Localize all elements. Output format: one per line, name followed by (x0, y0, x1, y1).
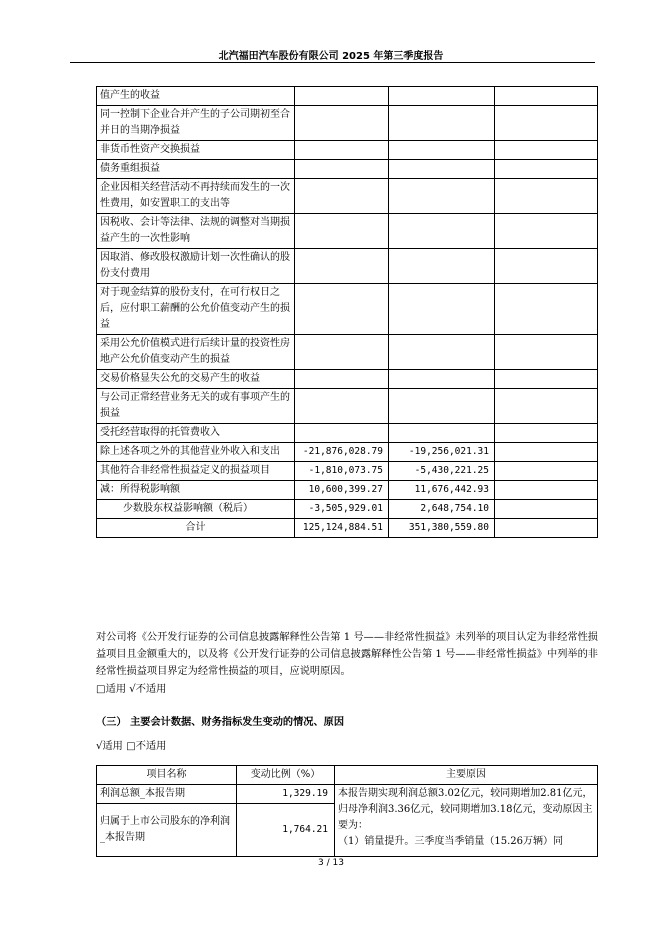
amount-cell (495, 370, 598, 389)
header-change-ratio: 变动比例（%） (237, 766, 335, 785)
amount-cell (295, 141, 389, 160)
table-row (97, 141, 598, 160)
amount-cell (495, 424, 598, 443)
table-row (97, 214, 598, 249)
row-label-cell: 对于现金结算的股份支付，在可行权日之后，应付职工薪酬的公允价值变动产生的损益 (97, 284, 295, 335)
amount-cell: 2,648,754.10 (389, 500, 495, 519)
row-label-cell: 合计 (97, 519, 295, 538)
reason-text-line: 本报告期实现利润总额3.02亿元，较同期增加2.81亿元，归母净利润3.36亿元，较同期增加3.18亿元，变动原因主要为： (338, 788, 593, 831)
table-row (97, 370, 598, 389)
row-label-cell: 除上述各项之外的其他营业外收入和支出 (97, 443, 295, 462)
amount-cell (295, 284, 389, 335)
table-row (97, 500, 598, 519)
amount-cell (495, 335, 598, 370)
table-row (97, 179, 598, 214)
amount-cell (389, 284, 495, 335)
item-name-cell: 归属于上市公司股东的净利润_本报告期 (97, 804, 237, 857)
amount-cell (389, 424, 495, 443)
change-ratio-cell: 1,329.19 (237, 785, 335, 804)
amount-cell (495, 179, 598, 214)
item-name-cell: 利润总额_本报告期 (97, 785, 237, 804)
main-reason-cell (335, 785, 598, 857)
section-heading: （三） 主要会计数据、财务指标发生变动的情况、原因 (96, 716, 345, 728)
row-label-cell: 交易价格显失公允的交易产生的收益 (97, 370, 295, 389)
amount-cell: 10,600,399.27 (295, 481, 389, 500)
amount-cell: -21,876,028.79 (295, 443, 389, 462)
amount-cell: -19,256,021.31 (389, 443, 495, 462)
amount-cell: -5,430,221.25 (389, 462, 495, 481)
table-row (97, 106, 598, 141)
disclosure-note-paragraph: 对公司将《公开发行证券的公司信息披露解释性公告第 1 号——非经常性损益》未列举的项目认定为非经常性损益项目且金额重大的，以及将《公开发行证券的公司信息披露解释性公告第 1 号——非经常性损益》中列举的非经常性损益项目界定为经常性损益的项目，应说明原因。 (96, 632, 598, 677)
amount-cell (495, 519, 598, 538)
amount-cell (389, 389, 495, 424)
amount-cell (495, 249, 598, 284)
row-label-cell: 采用公允价值模式进行后续计量的投资性房地产公允价值变动产生的损益 (97, 335, 295, 370)
table-row (97, 481, 598, 500)
amount-cell (495, 141, 598, 160)
change-reason-table (96, 765, 598, 857)
table-row (97, 785, 598, 804)
table-row (97, 462, 598, 481)
table-row (97, 389, 598, 424)
amount-cell (295, 370, 389, 389)
row-label-cell: 受托经营取得的托管费收入 (97, 424, 295, 443)
amount-cell: 11,676,442.93 (389, 481, 495, 500)
table-row (97, 424, 598, 443)
table-row (97, 284, 598, 335)
amount-cell (295, 335, 389, 370)
row-label-cell: 因取消、修改股权激励计划一次性确认的股份支付费用 (97, 249, 295, 284)
amount-cell (295, 106, 389, 141)
report-header: 北汽福田汽车股份有限公司 2025 年第三季度报告 (218, 51, 444, 62)
table-row (97, 249, 598, 284)
amount-cell (389, 87, 495, 106)
table-header-row (97, 766, 598, 785)
row-label-cell: 非货币性资产交换损益 (97, 141, 295, 160)
row-label-cell: 企业因相关经营活动不再持续而发生的一次性费用，如安置职工的支出等 (97, 179, 295, 214)
change-ratio-cell: 1,764.21 (237, 804, 335, 857)
row-label-cell: 少数股东权益影响额（税后） (97, 500, 295, 519)
amount-cell: -1,810,073.75 (295, 462, 389, 481)
header-item-name: 项目名称 (97, 766, 237, 785)
amount-cell (389, 106, 495, 141)
amount-cell (295, 389, 389, 424)
row-label-cell: 同一控制下企业合并产生的子公司期初至合并日的当期净损益 (97, 106, 295, 141)
reason-text-line: （1）销量提升。三季度当季销量（15.26万辆）同 (338, 836, 563, 847)
amount-cell (495, 284, 598, 335)
amount-cell (389, 214, 495, 249)
amount-cell (495, 214, 598, 249)
amount-cell (389, 370, 495, 389)
row-label-cell: 债务重组损益 (97, 160, 295, 179)
table-row (97, 335, 598, 370)
applicability-checkbox-1: □适用 √不适用 (96, 684, 167, 695)
amount-cell (389, 179, 495, 214)
header-divider (70, 62, 595, 63)
table-row (97, 160, 598, 179)
amount-cell (295, 249, 389, 284)
row-label-cell: 因税收、会计等法律、法规的调整对当期损益产生的一次性影响 (97, 214, 295, 249)
amount-cell (495, 389, 598, 424)
amount-cell (295, 179, 389, 214)
table-row (97, 443, 598, 462)
amount-cell (495, 500, 598, 519)
amount-cell: 351,380,559.80 (389, 519, 495, 538)
row-label-cell: 与公司正常经营业务无关的或有事项产生的损益 (97, 389, 295, 424)
amount-cell (495, 106, 598, 141)
header-main-reason: 主要原因 (335, 766, 598, 785)
table-row (97, 87, 598, 106)
page-number: 3 / 13 (318, 858, 344, 868)
amount-cell (495, 160, 598, 179)
amount-cell (295, 87, 389, 106)
amount-cell (389, 249, 495, 284)
row-label-cell: 减：所得税影响额 (97, 481, 295, 500)
amount-cell (389, 335, 495, 370)
amount-cell: -3,505,929.01 (295, 500, 389, 519)
amount-cell (495, 443, 598, 462)
amount-cell (295, 214, 389, 249)
amount-cell (495, 481, 598, 500)
table-row (97, 519, 598, 538)
amount-cell (295, 424, 389, 443)
amount-cell (495, 462, 598, 481)
non-recurring-gains-losses-table (96, 86, 598, 538)
amount-cell (495, 87, 598, 106)
amount-cell (389, 141, 495, 160)
amount-cell: 125,124,884.51 (295, 519, 389, 538)
amount-cell (389, 160, 495, 179)
amount-cell (295, 160, 389, 179)
row-label-cell: 其他符合非经常性损益定义的损益项目 (97, 462, 295, 481)
applicability-checkbox-2: √适用 □不适用 (96, 741, 167, 752)
row-label-cell: 值产生的收益 (97, 87, 295, 106)
